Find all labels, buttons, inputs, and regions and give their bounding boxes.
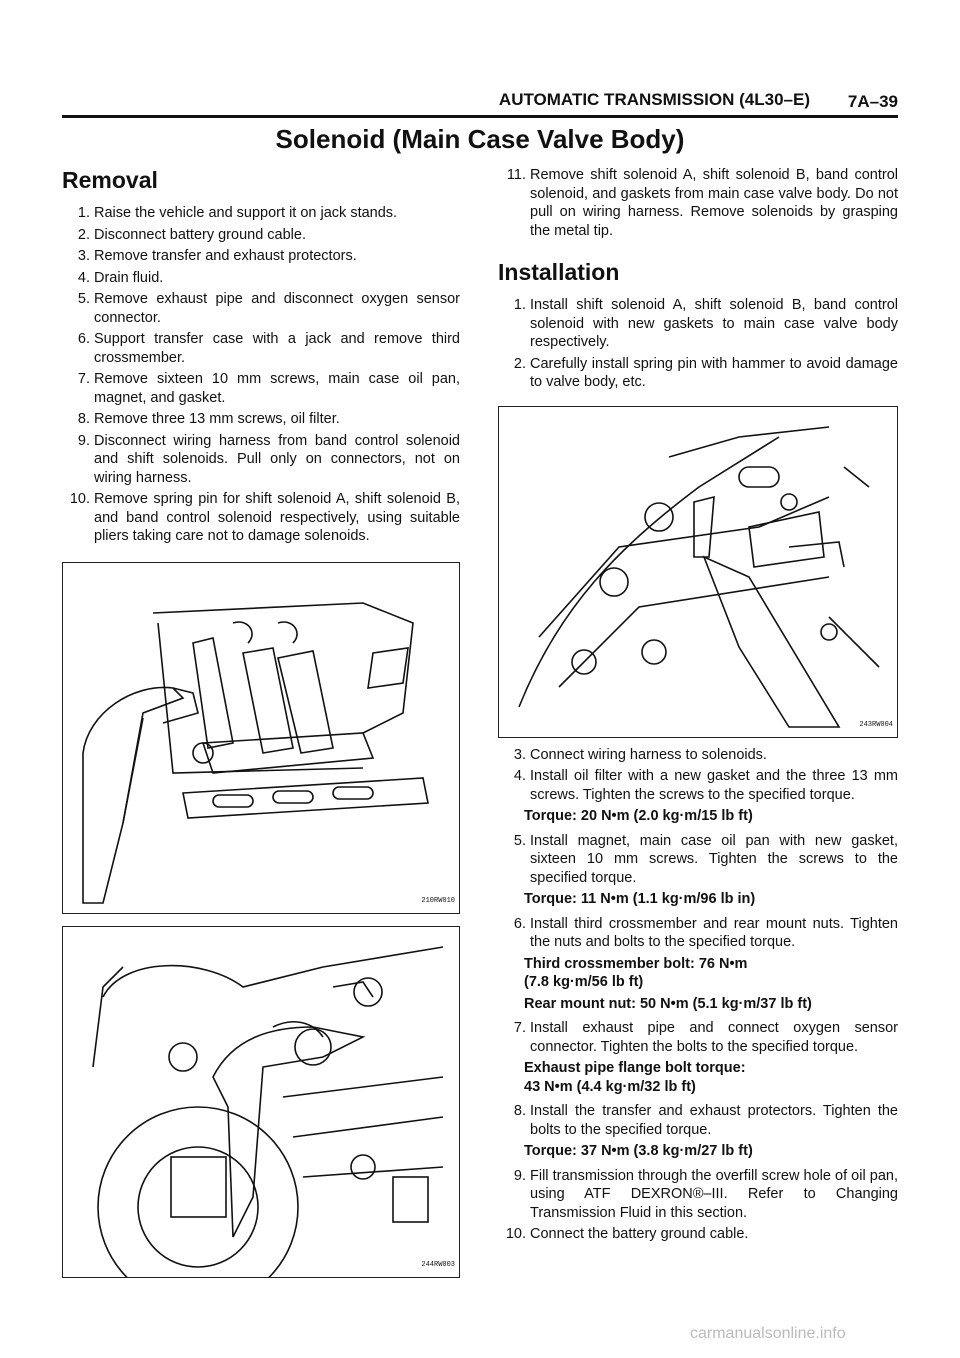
removal-step: 3. Remove transfer and exhaust protectors. (77, 248, 357, 264)
figure-2-illustration (63, 927, 459, 1277)
page-title: Solenoid (Main Case Valve Body) (275, 124, 685, 154)
removal-step: 11. Remove shift solenoid A, shift solenoid B, band control solenoid, and gaskets from main case valve body. Do not pull on wiring harness. Remove solenoids by grasping the metal tip. (506, 167, 898, 239)
removal-step: 10. Remove spring pin for shift solenoid A, shift solenoid B, and band control solenoid respectively, using suitable pliers taking care not to damage solenoids. (69, 491, 460, 544)
figure-code: 244RW003 (421, 1261, 455, 1269)
torque-spec: Exhaust pipe flange bolt torque: 43 N•m (4.4 kg·m/32 lb ft) (524, 1060, 746, 1095)
header-rule (62, 115, 898, 118)
watermark-footer: carmanualsonline.info (690, 1325, 846, 1342)
removal-step: 9. Disconnect wiring harness from band control solenoid and shift solenoids. Pull only on connectors, not on wiring harness. (77, 432, 460, 486)
installation-heading: Installation (498, 259, 620, 285)
torque-spec: Torque: 37 N•m (3.8 kg·m/27 lb ft) (524, 1143, 753, 1159)
install-step: 7. Install exhaust pipe and connect oxygen sensor connector. Tighten the bolts to the specified torque. (513, 1020, 898, 1055)
install-step: 6. Install third crossmember and rear mount nuts. Tighten the nuts and bolts to the specified torque. (513, 915, 898, 950)
removal-heading: Removal (62, 167, 158, 193)
figure-code: 210RW010 (421, 897, 455, 905)
torque-spec: Third crossmember bolt: 76 N•m (7.8 kg·m/56 lb ft) (524, 955, 748, 990)
removal-step: 6. Support transfer case with a jack and remove third crossmember. (77, 331, 460, 366)
removal-step: 8. Remove three 13 mm screws, oil filter. (77, 411, 340, 427)
removal-step: 4. Drain fluid. (77, 269, 164, 286)
removal-step: 2. Disconnect battery ground cable. (77, 226, 306, 243)
left-column (62, 166, 460, 1278)
removal-step: 5. Remove exhaust pipe and disconnect oxygen sensor connector. (77, 291, 460, 326)
figure-3-illustration (499, 407, 897, 737)
install-step: 3. Connect wiring harness to solenoids. (513, 746, 767, 763)
torque-spec: Torque: 11 N•m (1.1 kg·m/96 lb in) (524, 891, 756, 907)
install-step: 10. Connect the battery ground cable. (505, 1226, 749, 1242)
torque-spec: Torque: 20 N•m (2.0 kg·m/15 lb ft) (524, 808, 753, 824)
torque-spec: Rear mount nut: 50 N•m (5.1 kg·m/37 lb ft) (524, 995, 812, 1012)
figure-spring-pin-removal (62, 926, 460, 1278)
section-header: AUTOMATIC TRANSMISSION (4L30–E) (498, 90, 810, 109)
page-number: 7A–39 (847, 92, 898, 111)
install-step: 2. Carefully install spring pin with hammer to avoid damage to valve body, etc. (513, 355, 898, 390)
removal-step: 1. Raise the vehicle and support it on jack stands. (77, 205, 398, 221)
install-step: 4. Install oil filter with a new gasket and the three 13 mm screws. Tighten the screws to the specified torque. (513, 768, 898, 803)
figure-code: 243RW004 (859, 721, 893, 729)
figure-spring-pin-install (498, 406, 898, 738)
install-step: 9. Fill transmission through the overfill screw hole of oil pan, using ATF DEXRON®–III. Refer to Changing Transmission Fluid in this section. (513, 1167, 898, 1221)
right-column (498, 166, 898, 1247)
install-step: 5. Install magnet, main case oil pan with new gasket, sixteen 10 mm screws. Tighten the screws to the specified torque. (513, 832, 898, 886)
install-step: 8. Install the transfer and exhaust protectors. Tighten the bolts to the specified torque. (513, 1103, 898, 1138)
figure-solenoid-pliers (62, 562, 460, 914)
install-step: 1. Install shift solenoid A, shift solenoid B, band control solenoid with new gaskets to main case valve body respectively. (513, 297, 898, 350)
figure-1-illustration (63, 563, 459, 913)
removal-step: 7. Remove sixteen 10 mm screws, main case oil pan, magnet, and gasket. (77, 371, 460, 406)
